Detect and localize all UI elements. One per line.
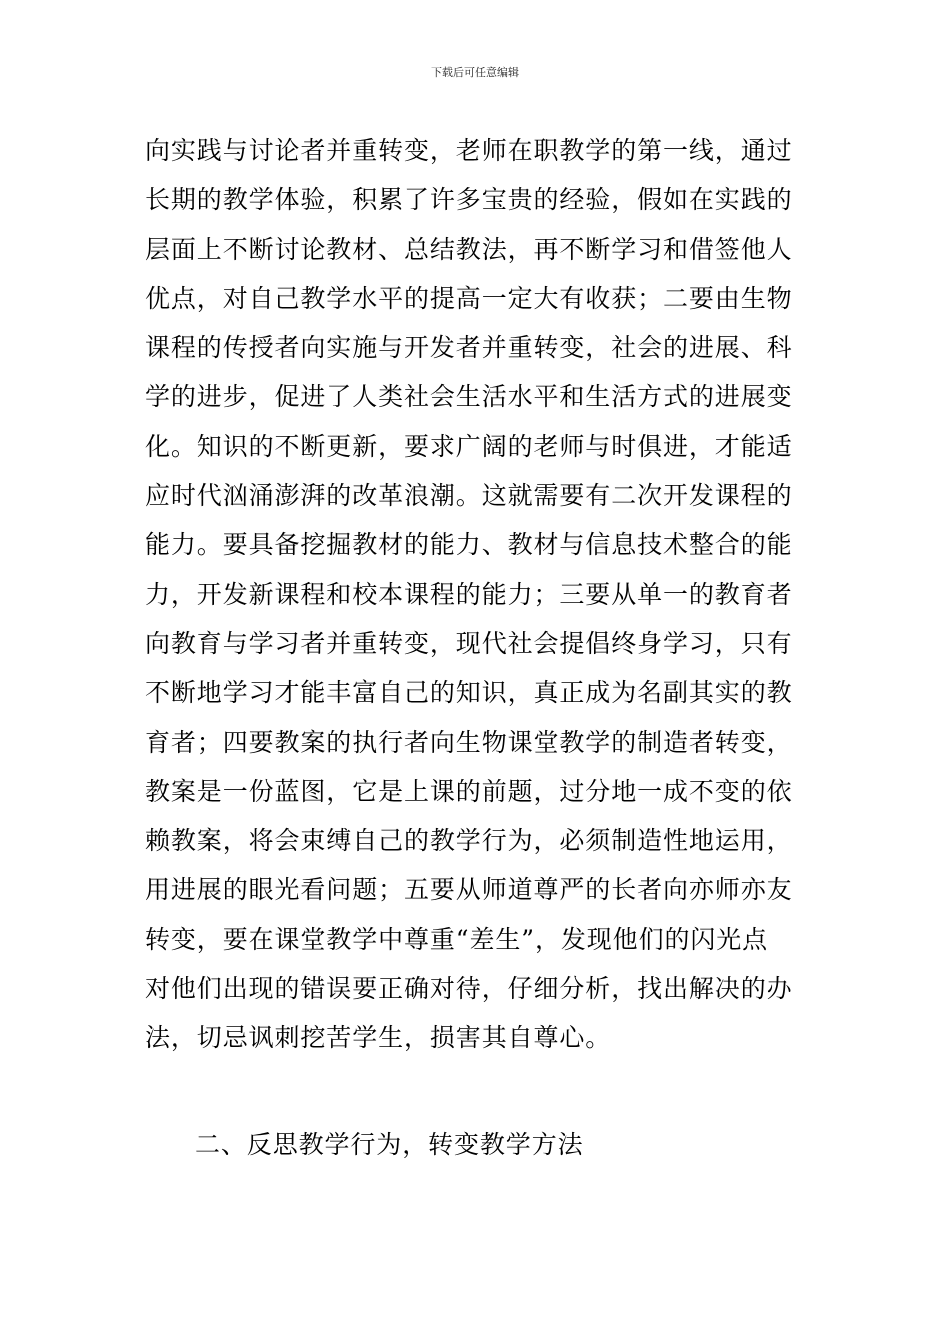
body-paragraph bbox=[145, 126, 809, 1063]
paragraph-line: 力，开发新课程和校本课程的能力；三要从单一的教育者 bbox=[145, 579, 793, 609]
section-heading: 二、反思教学行为，转变教学方法 bbox=[195, 1130, 584, 1159]
paragraph-line: 层面上不断讨论教材、总结教法，再不断学习和借签他人 bbox=[145, 234, 793, 264]
page-header: 下载后可任意编辑 bbox=[431, 66, 519, 79]
paragraph-line: 化。知识的不断更新，要求广阔的老师与时俱进，才能适 bbox=[145, 431, 793, 461]
paragraph-line: 应时代汹涌澎湃的改革浪潮。这就需要有二次开发课程的 bbox=[145, 481, 793, 511]
paragraph-line: 用进展的眼光看问题；五要从师道尊严的长者向亦师亦友 bbox=[145, 875, 793, 905]
paragraph-line: 对他们出现的错误要正确对待，仔细分析，找出解决的办 bbox=[145, 974, 793, 1004]
paragraph-line: 能力。要具备挖掘教材的能力、教材与信息技术整合的能 bbox=[145, 530, 793, 560]
paragraph-line: 课程的传授者向实施与开发者并重转变，社会的进展、科 bbox=[145, 333, 793, 363]
paragraph-line: 转变，要在课堂教学中尊重“差生”，发现他们的闪光点 bbox=[145, 924, 769, 954]
paragraph-line: 向实践与讨论者并重转变，老师在职教学的第一线，通过 bbox=[145, 136, 793, 165]
paragraph-line: 长期的教学体验，积累了许多宝贵的经验，假如在实践的 bbox=[145, 185, 793, 215]
paragraph-line: 育者；四要教案的执行者向生物课堂教学的制造者转变， bbox=[145, 727, 793, 757]
paragraph-line: 学的进步，促进了人类社会生活水平和生活方式的进展变 bbox=[145, 382, 793, 412]
paragraph-line: 法，切忌讽刺挖苦学生，损害其自尊心。 bbox=[145, 1023, 612, 1053]
paragraph-line: 赖教案，将会束缚自己的教学行为，必须制造性地运用， bbox=[145, 826, 793, 856]
paragraph-line: 向教育与学习者并重转变，现代社会提倡终身学习，只有 bbox=[145, 628, 793, 658]
paragraph-line: 不断地学习才能丰富自己的知识，真正成为名副其实的教 bbox=[145, 678, 793, 708]
paragraph-line: 教案是一份蓝图，它是上课的前题，过分地一成不变的依 bbox=[145, 776, 793, 806]
paragraph-line: 优点，对自己教学水平的提高一定大有收获；二要由生物 bbox=[145, 283, 793, 313]
